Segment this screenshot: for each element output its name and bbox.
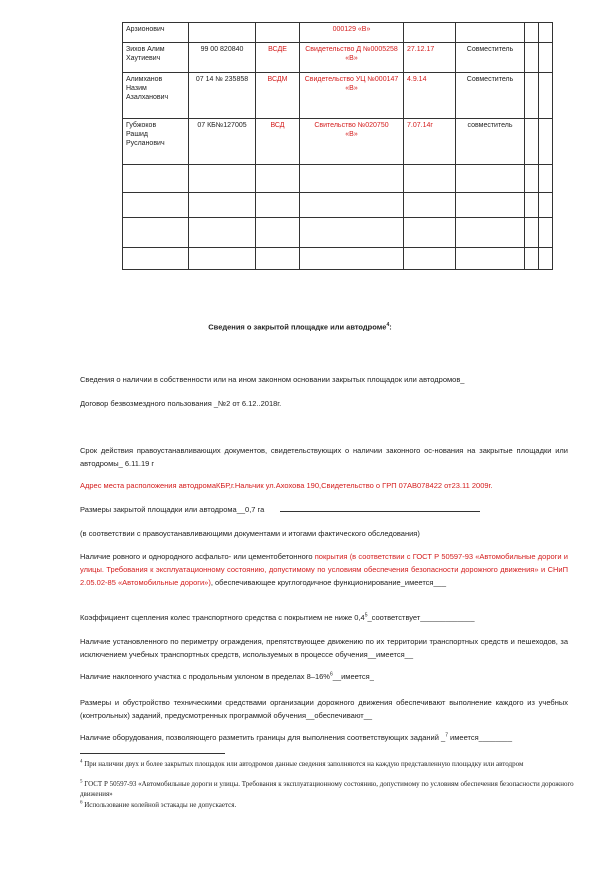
paragraph-address: Адрес места расположения автодромаКБР,г.Нальчик ул.Ахохова 190,Свидетельство о ГРП 07АВ078422 от23.11 2009г. xyxy=(80,481,493,490)
cell-name: Арзионович xyxy=(123,23,189,43)
cell-blank xyxy=(525,23,539,43)
table-row xyxy=(123,248,553,270)
cell-category xyxy=(256,248,300,270)
friction-tail: _соответствует_____________ xyxy=(367,613,475,622)
footnote-4 xyxy=(80,760,578,770)
cell-name: Губжоков Рашид Русланович xyxy=(123,119,189,165)
cell-blank xyxy=(525,165,539,193)
surface-standard-text: покрытия (в соответствии с ГОСТ Р 50597-93 «Автомобильные дороги и улицы. Требования к эксплуатационному состоянию, допустимому по условиям обеспечения безопасности дорожного движения» и СНиП 2.05.02-85 «Автомобильные дороги») xyxy=(80,552,568,587)
cell-blank xyxy=(539,165,553,193)
cell-date xyxy=(404,218,456,248)
cell-name: Зихов Алим Хаутиевич xyxy=(123,43,189,73)
staff-table xyxy=(122,22,553,270)
table-row xyxy=(123,73,553,119)
footnote-divider xyxy=(80,753,225,754)
cell-category: ВСД xyxy=(256,119,300,165)
slope-tail: __имеется_ xyxy=(332,672,374,681)
cell-certificate: Свидетельство УЦ №000147 «В» xyxy=(300,73,404,119)
cell-certificate xyxy=(300,248,404,270)
footnote-number: 4 xyxy=(80,759,83,765)
footnote-text: ГОСТ Р 50597-93 «Автомобильные дороги и улицы. Требования к эксплуатационному состоянию, допустимому по условиям обеспечения безопасности дорожного движения» xyxy=(80,780,574,798)
marking-tail: имеется________ xyxy=(447,733,513,742)
table-row xyxy=(123,193,553,218)
paragraph-marking xyxy=(80,731,568,744)
footnote-ref: 6 xyxy=(329,671,333,678)
staff-table-body xyxy=(123,23,553,270)
cell-certificate xyxy=(300,165,404,193)
table-row xyxy=(123,165,553,193)
footnote-number: 5 xyxy=(80,779,83,785)
footnote-ref: 5 xyxy=(364,612,368,619)
cell-name xyxy=(123,193,189,218)
cell-document: 99 00 820840 xyxy=(189,43,256,73)
cell-name xyxy=(123,218,189,248)
section-heading-text: Сведения о закрытой площадке или автодроме xyxy=(208,322,387,332)
surface-tail-text: , обеспечивающее круглогодичное функционирование_имеется___ xyxy=(210,578,446,587)
cell-date: 27.12.17 xyxy=(404,43,456,73)
paragraph-friction xyxy=(80,611,568,624)
surface-text: Наличие ровного и однородного асфальто- или цементобетонного xyxy=(80,552,315,561)
cell-date: 4.9.14 xyxy=(404,73,456,119)
cell-employment: Совместитель xyxy=(456,43,525,73)
cell-name xyxy=(123,248,189,270)
footnote-5 xyxy=(80,780,578,799)
cell-certificate: Свительство №020750 «В» xyxy=(300,119,404,165)
cell-document xyxy=(189,218,256,248)
cell-category xyxy=(256,193,300,218)
cell-document xyxy=(189,193,256,218)
paragraph-basis: (в соответствии с правоустанавливающими документами и итогами фактического обследования) xyxy=(80,529,420,538)
cell-document xyxy=(189,23,256,43)
cell-document xyxy=(189,165,256,193)
cell-employment: Совместитель xyxy=(456,73,525,119)
paragraph-surface xyxy=(80,550,568,589)
paragraph-fence: Наличие установленного по периметру ограждения, препятствующее движению по их территории транспортных средств и пешеходов, за исключением учебных транспортных средств, используемых в процессе обучения__имеется__ xyxy=(80,637,568,659)
table-row xyxy=(123,43,553,73)
cell-blank xyxy=(539,218,553,248)
cell-employment xyxy=(456,248,525,270)
footnote-text: При наличии двух и более закрытых площадок или автодромов данные сведения заполняются на каждую представленную площадку или автодром xyxy=(82,760,524,768)
footnote-number: 6 xyxy=(80,800,83,806)
friction-text: Коэффициент сцепления колес транспортного средства с покрытием не ниже 0,4 xyxy=(80,613,365,622)
cell-employment: совместитель xyxy=(456,119,525,165)
table-row xyxy=(123,119,553,165)
cell-blank xyxy=(539,73,553,119)
cell-date: 7.07.14г xyxy=(404,119,456,165)
table-row xyxy=(123,218,553,248)
cell-blank xyxy=(525,73,539,119)
cell-certificate: Свидетельство Д №0005258 «В» xyxy=(300,43,404,73)
paragraph-contract: Договор безвозмездного пользования _№2 от 6.12..2018г. xyxy=(80,399,282,408)
cell-blank xyxy=(525,218,539,248)
cell-employment xyxy=(456,165,525,193)
section-heading-tail: : xyxy=(389,322,392,332)
cell-document: 07 14 № 235858 xyxy=(189,73,256,119)
cell-blank xyxy=(539,248,553,270)
footnote-6 xyxy=(80,801,578,811)
cell-date xyxy=(404,248,456,270)
cell-category: ВСДЕ xyxy=(256,43,300,73)
cell-blank xyxy=(539,119,553,165)
footnote-ref: 4 xyxy=(386,322,390,328)
cell-blank xyxy=(539,43,553,73)
section-heading xyxy=(0,322,600,332)
paragraph-size xyxy=(80,503,568,516)
cell-certificate xyxy=(300,193,404,218)
cell-name xyxy=(123,165,189,193)
cell-category xyxy=(256,165,300,193)
slope-text: Наличие наклонного участка с продольным уклоном в пределах 8–16% xyxy=(80,672,330,681)
cell-blank xyxy=(525,119,539,165)
cell-date xyxy=(404,193,456,218)
cell-employment xyxy=(456,193,525,218)
cell-document: 07 КБ№127005 xyxy=(189,119,256,165)
paragraph-ownership: Сведения о наличии в собственности или на ином законном основании закрытых площадок или автодромов_ xyxy=(80,375,465,384)
cell-category xyxy=(256,218,300,248)
cell-blank xyxy=(525,43,539,73)
size-text: Размеры закрытой площадки или автодрома__0,7 га xyxy=(80,505,265,514)
cell-blank xyxy=(539,23,553,43)
cell-date xyxy=(404,165,456,193)
cell-blank xyxy=(525,248,539,270)
cell-employment xyxy=(456,23,525,43)
cell-category xyxy=(256,23,300,43)
footnote-text: Использование колейной эстакады не допускается. xyxy=(82,801,237,809)
cell-category: ВСДМ xyxy=(256,73,300,119)
paragraph-validity: Срок действия правоустанавливающих документов, свидетельствующих о наличии законного ос-нования на закрытые площадки или автодромы_ 6.11.19 г xyxy=(80,446,568,468)
cell-date xyxy=(404,23,456,43)
cell-blank xyxy=(525,193,539,218)
paragraph-equipment-sizes: Размеры и обустройство техническими средствами организации дорожного движения обеспечивают выполнение каждого из учебных (контрольных) заданий, предусмотренных программой обучения__обеспечивают__ xyxy=(80,698,568,720)
paragraph-slope xyxy=(80,670,568,683)
cell-name: Алимханов Назим Азалханович xyxy=(123,73,189,119)
marking-text: Наличие оборудования, позволяющего разметить границы для выполнения соответствующих заданий _ xyxy=(80,733,446,742)
cell-blank xyxy=(539,193,553,218)
cell-certificate: 000129 «В» xyxy=(300,23,404,43)
cell-certificate xyxy=(300,218,404,248)
cell-document xyxy=(189,248,256,270)
table-row xyxy=(123,23,553,43)
cell-employment xyxy=(456,218,525,248)
footnote-ref: 7 xyxy=(445,732,448,739)
fill-line xyxy=(280,503,480,512)
